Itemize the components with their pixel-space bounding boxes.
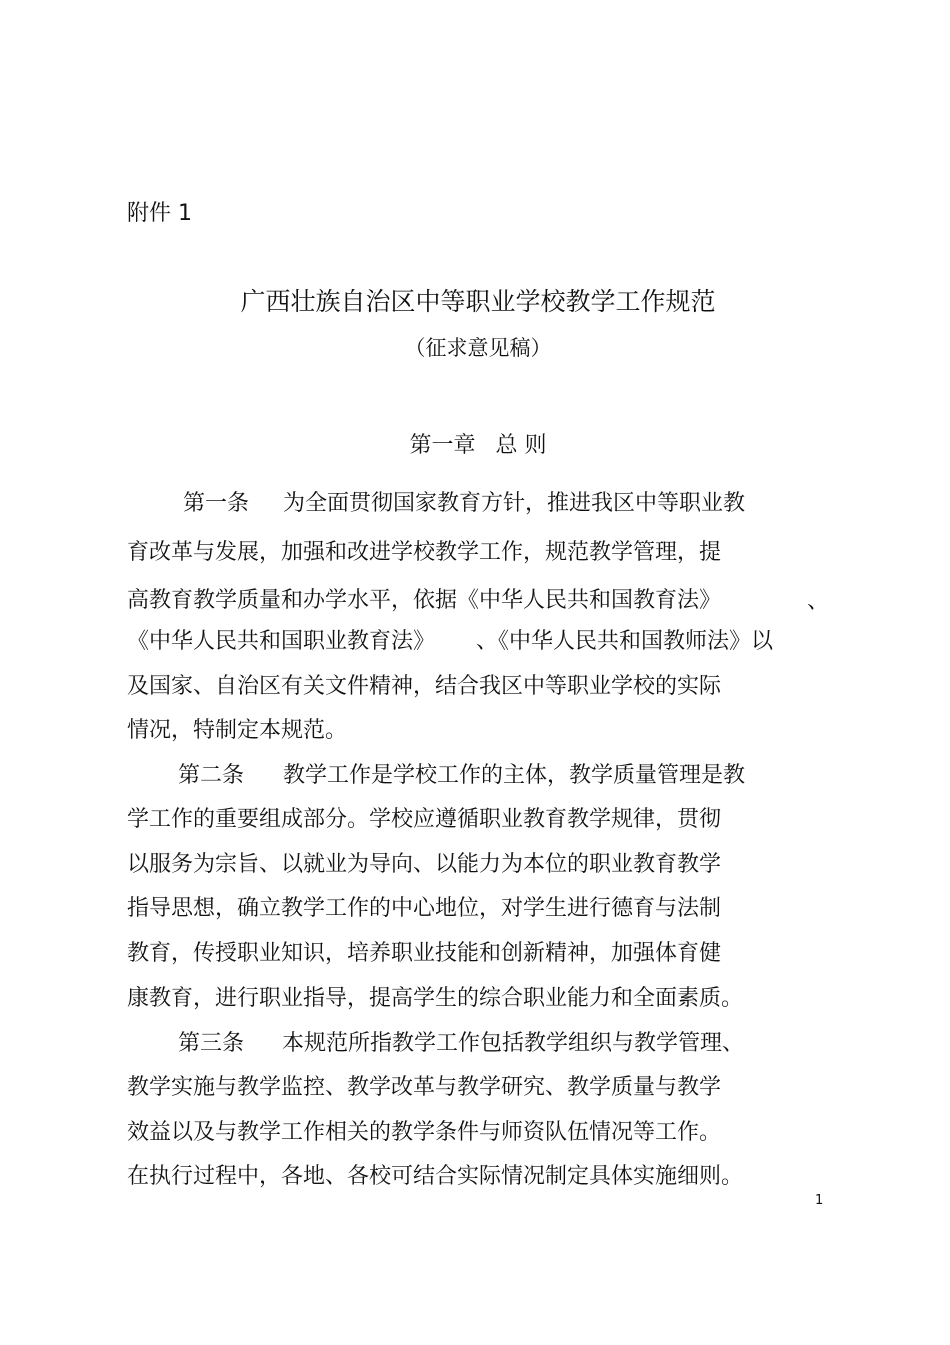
article-1-line-4: 及国家、自治区有关文件精神，结合我区中等职业学校的实际 bbox=[127, 674, 722, 699]
chapter-heading bbox=[0, 431, 950, 461]
article-2-label: 第二条 bbox=[178, 763, 245, 788]
chapter-name: 总 则 bbox=[495, 433, 547, 458]
article-2-line-1: 学工作的重要组成部分。学校应遵循职业教育教学规律，贯彻 bbox=[127, 807, 722, 832]
article-2-text: 教学工作是学校工作的主体，教学质量管理是教 bbox=[283, 763, 746, 788]
article-1-line-1: 育改革与发展，加强和改进学校教学工作，规范教学管理，提 bbox=[127, 540, 722, 565]
article-2-line-2: 以服务为宗旨、以就业为导向、以能力为本位的职业教育教学 bbox=[127, 852, 722, 877]
article-1-line-3b: 、《中华人民共和国教师法》以 bbox=[476, 629, 774, 654]
article-1-line-3a: 《中华人民共和国职业教育法》 bbox=[127, 629, 436, 654]
article-3-line-2: 效益以及与教学工作相关的教学条件与师资队伍情况等工作。 bbox=[127, 1120, 722, 1145]
article-1-line-5: 情况，特制定本规范。 bbox=[127, 718, 348, 743]
article-1-label: 第一条 bbox=[183, 491, 250, 516]
article-1-trailing-comma: 、 bbox=[807, 589, 830, 614]
article-1-line-2: 高教育教学质量和办学水平，依据《中华人民共和国教育法》 bbox=[127, 588, 722, 613]
page-number: 1 bbox=[815, 1193, 824, 1208]
document-subtitle: （征求意见稿） bbox=[404, 336, 552, 360]
article-2-first-line bbox=[178, 761, 745, 791]
article-1-text: 为全面贯彻国家教育方针，推进我区中等职业教 bbox=[283, 491, 746, 516]
article-3-text: 本规范所指教学工作包括教学组织与教学管理、 bbox=[282, 1031, 745, 1056]
article-3-line-1: 教学实施与教学监控、教学改革与教学研究、教学质量与教学 bbox=[127, 1075, 722, 1100]
article-1-first-line bbox=[183, 489, 745, 519]
chapter-number: 第一章 bbox=[409, 433, 476, 458]
article-2-line-3: 指导思想，确立教学工作的中心地位，对学生进行德育与法制 bbox=[127, 896, 722, 921]
document-title: 广西壮族自治区中等职业学校教学工作规范 bbox=[240, 287, 716, 316]
article-2-line-5: 康教育，进行职业指导，提高学生的综合职业能力和全面素质。 bbox=[127, 986, 744, 1011]
article-2-line-4: 教育，传授职业知识，培养职业技能和创新精神，加强体育健 bbox=[127, 941, 722, 966]
article-3-label: 第三条 bbox=[178, 1031, 245, 1056]
article-3-line-3: 在执行过程中，各地、各校可结合实际情况制定具体实施细则。 bbox=[127, 1164, 744, 1189]
attachment-label: 附件 1 bbox=[127, 201, 192, 226]
article-3-first-line bbox=[178, 1029, 744, 1059]
